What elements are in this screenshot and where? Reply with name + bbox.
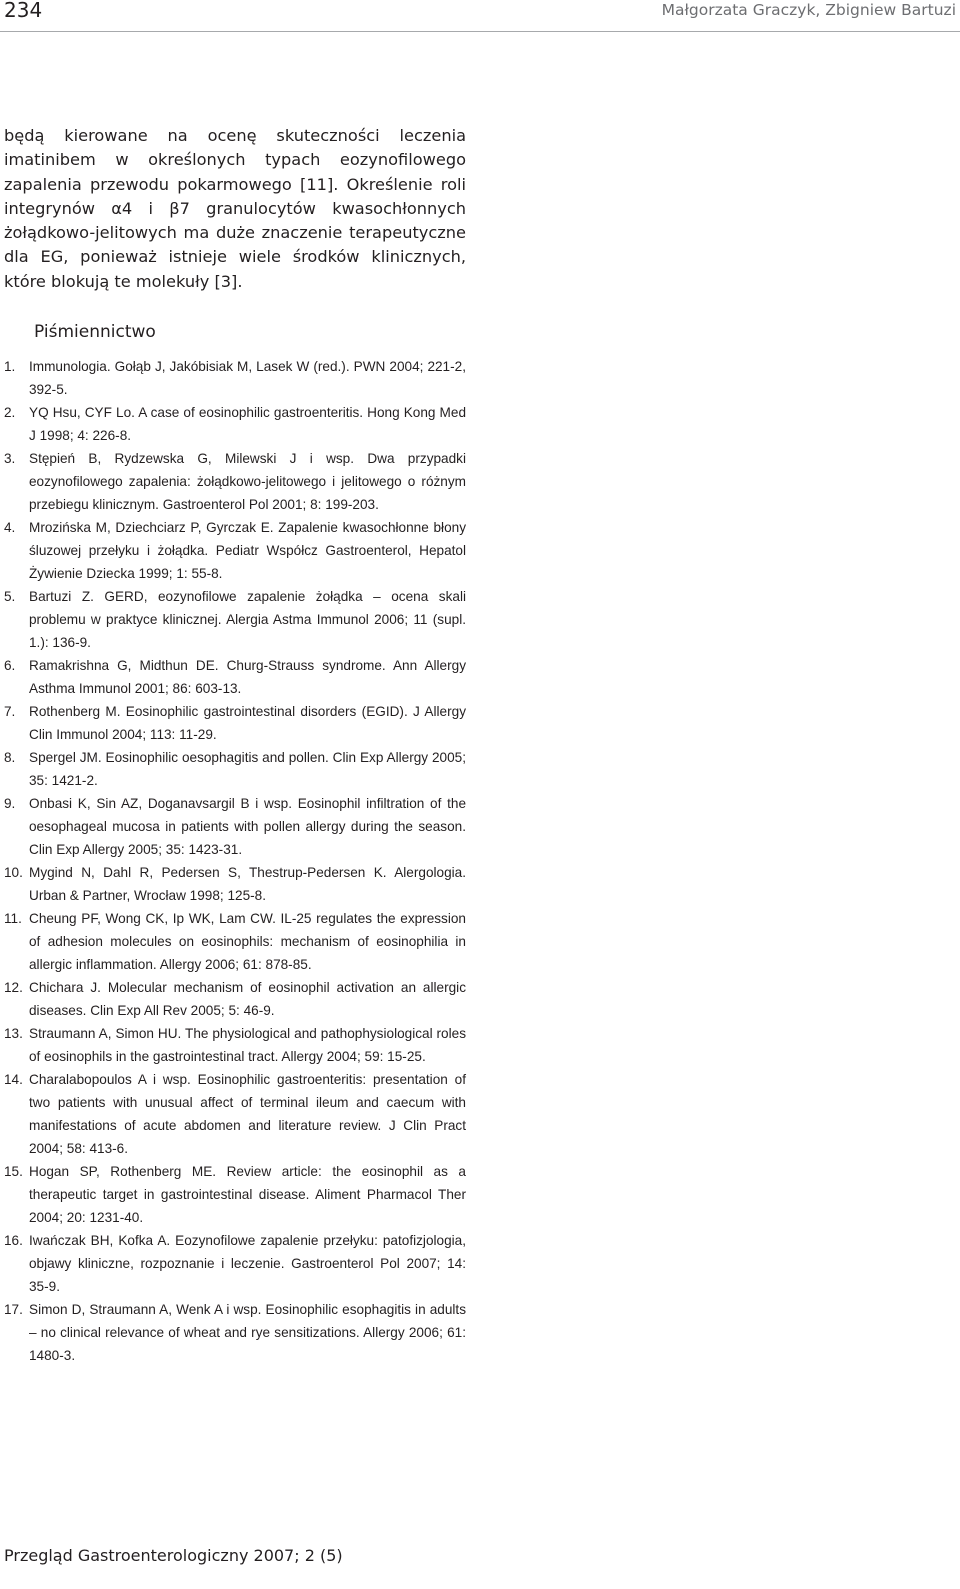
reference-text: Stępień B, Rydzewska G, Milewski J i wsp. Dwa przypadki eozynofilowego zapalenia: żołądkowo-jelitowego i jelitowego o różnym przebiegu klinicznym. Gastroenterol Pol 2001; 8: 199-203. [29, 451, 466, 512]
reference-text: YQ Hsu, CYF Lo. A case of eosinophilic gastroenteritis. Hong Kong Med J 1998; 4: 226-8. [29, 405, 466, 443]
reference-text: Immunologia. Gołąb J, Jakóbisiak M, Lasek W (red.). PWN 2004; 221-2, 392-5. [29, 359, 466, 397]
reference-item [4, 1298, 466, 1367]
running-header-authors: Małgorzata Graczyk, Zbigniew Bartuzi [661, 1, 956, 19]
reference-text: Chichara J. Molecular mechanism of eosinophil activation an allergic diseases. Clin Exp All Rev 2005; 5: 46-9. [29, 980, 466, 1018]
reference-text: Ramakrishna G, Midthun DE. Churg-Strauss syndrome. Ann Allergy Asthma Immunol 2001; 86: 603-13. [29, 658, 466, 696]
reference-item [4, 1022, 466, 1068]
references-heading: Piśmiennictwo [34, 322, 156, 342]
reference-text: Mygind N, Dahl R, Pedersen S, Thestrup-Pedersen K. Alergologia. Urban & Partner, Wrocław 1998; 125-8. [29, 865, 466, 903]
reference-text: Onbasi K, Sin AZ, Doganavsargil B i wsp. Eosinophil infiltration of the oesophageal mucosa in patients with pollen allergy during the season. Clin Exp Allergy 2005; 35: 1423-31. [29, 796, 466, 857]
reference-text: Mrozińska M, Dziechciarz P, Gyrczak E. Zapalenie kwasochłonne błony śluzowej przełyku i żołądka. Pediatr Współcz Gastroenterol, Hepatol Żywienie Dziecka 1999; 1: 55-8. [29, 520, 466, 581]
reference-item [4, 585, 466, 654]
references-list [4, 355, 466, 1367]
reference-item [4, 516, 466, 585]
reference-text: Spergel JM. Eosinophilic oesophagitis and pollen. Clin Exp Allergy 2005; 35: 1421-2. [29, 750, 466, 788]
reference-text: Straumann A, Simon HU. The physiological and pathophysiological roles of eosinophils in the gastrointestinal tract. Allergy 2004; 59: 15-25. [29, 1026, 466, 1064]
reference-number: 17. [4, 1302, 23, 1317]
reference-number: 8. [4, 750, 16, 765]
reference-item [4, 1229, 466, 1298]
reference-number: 2. [4, 405, 16, 420]
reference-number: 13. [4, 1026, 23, 1041]
reference-item [4, 700, 466, 746]
reference-text: Hogan SP, Rothenberg ME. Review article: the eosinophil as a therapeutic target in gastrointestinal disease. Aliment Pharmacol Ther 2004; 20: 1231-40. [29, 1164, 466, 1225]
reference-number: 4. [4, 520, 16, 535]
reference-item [4, 792, 466, 861]
intro-paragraph: będą kierowane na ocenę skuteczności leczenia imatinibem w określonych typach eozynofilowego zapalenia przewodu pokarmowego [11]. Określenie roli integrynów α4 i β7 granulocytów kwasochłonnych żołądkowo-jelitowych ma duże znaczenie terapeutyczne dla EG, ponieważ istnieje wiele środków klinicznych, które blokują te molekuły [3]. [4, 126, 466, 291]
reference-number: 10. [4, 865, 23, 880]
reference-text: Simon D, Straumann A, Wenk A i wsp. Eosinophilic esophagitis in adults – no clinical relevance of wheat and rye sensitizations. Allergy 2006; 61: 1480-3. [29, 1302, 466, 1363]
reference-item [4, 401, 466, 447]
reference-text: Iwańczak BH, Kofka A. Eozynofilowe zapalenie przełyku: patofizjologia, objawy kliniczne, rozpoznanie i leczenie. Gastroenterol Pol 2007; 14: 35-9. [29, 1233, 466, 1294]
reference-number: 5. [4, 589, 16, 604]
reference-number: 11. [4, 911, 22, 926]
reference-item [4, 654, 466, 700]
reference-item [4, 355, 466, 401]
reference-item [4, 447, 466, 516]
reference-number: 3. [4, 451, 16, 466]
reference-number: 1. [4, 359, 16, 374]
reference-number: 7. [4, 704, 16, 719]
footer-journal: Przegląd Gastroenterologiczny 2007; 2 (5) [4, 1546, 343, 1565]
reference-item [4, 976, 466, 1022]
reference-text: Cheung PF, Wong CK, Ip WK, Lam CW. IL-25 regulates the expression of adhesion molecules on eosinophils: mechanism of eosinophilia in allergic inflammation. Allergy 2006; 61: 878-85. [29, 911, 466, 972]
header-divider [0, 31, 960, 32]
reference-number: 16. [4, 1233, 23, 1248]
reference-item [4, 861, 466, 907]
reference-number: 14. [4, 1072, 23, 1087]
reference-item [4, 907, 466, 976]
reference-text: Rothenberg M. Eosinophilic gastrointestinal disorders (EGID). J Allergy Clin Immunol 2004; 113: 11-29. [29, 704, 466, 742]
reference-number: 9. [4, 796, 16, 811]
reference-number: 12. [4, 980, 23, 995]
reference-number: 15. [4, 1164, 23, 1179]
reference-item [4, 1160, 466, 1229]
reference-item [4, 746, 466, 792]
reference-text: Bartuzi Z. GERD, eozynofilowe zapalenie żołądka – ocena skali problemu w praktyce klinicznej. Alergia Astma Immunol 2006; 11 (supl. 1.): 136-9. [29, 589, 466, 650]
reference-number: 6. [4, 658, 16, 673]
reference-item [4, 1068, 466, 1160]
reference-text: Charalabopoulos A i wsp. Eosinophilic gastroenteritis: presentation of two patients with unusual affect of terminal ileum and caecum with manifestations of acute abdomen and literature review. J Clin Pract 2004; 58: 413-6. [29, 1072, 466, 1156]
page-number: 234 [4, 0, 43, 22]
